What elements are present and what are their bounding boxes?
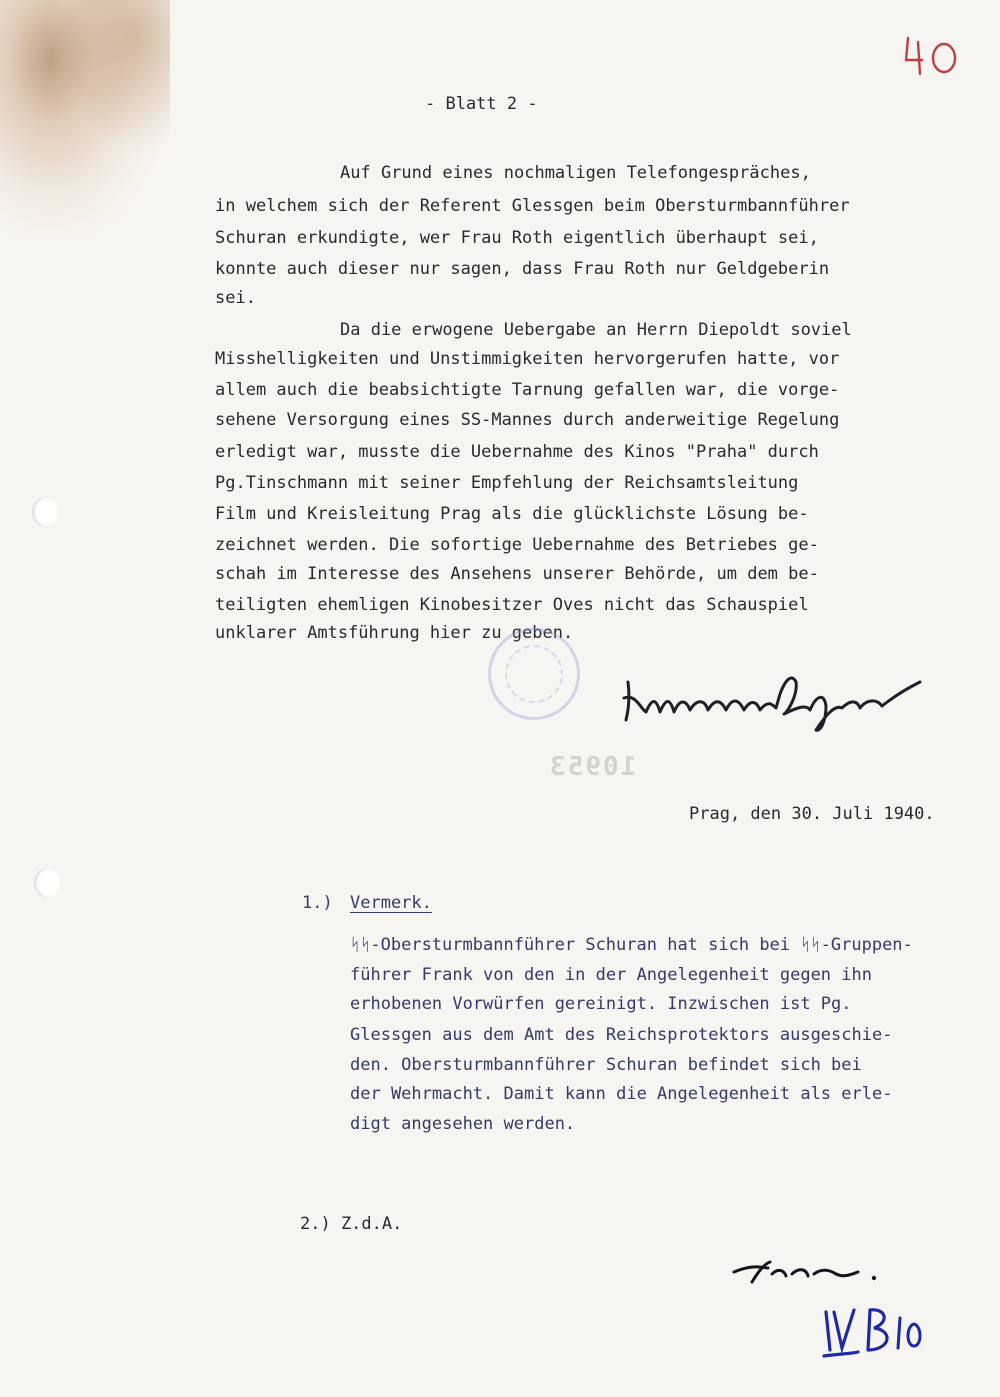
body-line: konnte auch dieser nur sagen, dass Frau Roth nur Geldgeberin [215, 259, 830, 279]
body-line: Auf Grund eines nochmaligen Telefongespräches, [340, 163, 811, 183]
note-line: führer Frank von den in der Angelegenheit gegen ihn [350, 965, 872, 985]
body-line: teiligten ehemligen Kinobesitzer Oves nicht das Schauspiel [215, 595, 809, 615]
body-line: Schuran erkundigte, wer Frau Roth eigentlich überhaupt sei, [215, 228, 819, 248]
sheet-label: - Blatt 2 - [425, 94, 538, 114]
rust-stain [0, 0, 170, 240]
note-title: Vermerk. [350, 893, 432, 913]
note-line: der Wehrmacht. Damit kann die Angelegenheit als erle- [350, 1084, 893, 1104]
note-line: Glessgen aus dem Amt des Reichsprotektors ausgeschie- [350, 1025, 893, 1045]
note-line: digt angesehen werden. [350, 1114, 576, 1134]
body-line: sei. [215, 288, 256, 308]
body-line: zeichnet werden. Die sofortige Uebernahme des Betriebes ge- [215, 535, 819, 555]
dateline: Prag, den 30. Juli 1940. [689, 804, 935, 824]
note-item-zda: 2.) Z.d.A. [300, 1214, 403, 1234]
note-line: den. Obersturmbannführer Schuran befindet sich bei [350, 1055, 862, 1075]
body-line: erledigt war, musste die Uebernahme des Kinos "Praha" durch [215, 442, 819, 462]
body-line: sehene Versorgung eines SS-Mannes durch anderweitige Regelung [215, 410, 840, 430]
body-line: Da die erwogene Uebergabe an Herrn Diepoldt soviel [340, 320, 852, 340]
body-line: unklarer Amtsführung hier zu geben. [215, 623, 574, 643]
handwritten-signature [620, 668, 940, 738]
handwritten-paraph [728, 1252, 888, 1292]
punch-hole-top [32, 497, 58, 527]
note-item-number: 1.) [302, 893, 333, 913]
body-line: Film und Kreisleitung Prag als die glücklichste Lösung be- [215, 504, 809, 524]
handwritten-mark [820, 1302, 930, 1362]
body-line: in welchem sich der Referent Glessgen beim Obersturmbannführer [215, 196, 850, 216]
body-line: schah im Interesse des Ansehens unserer Behörde, um dem be- [215, 564, 819, 584]
handwritten-page-number [902, 34, 962, 76]
office-stamp [488, 628, 580, 720]
stamp-number: 10953 [548, 752, 637, 782]
punch-hole-bottom [34, 868, 60, 898]
note-line: erhobenen Vorwürfen gereinigt. Inzwischen ist Pg. [350, 994, 852, 1014]
body-line: allem auch die beabsichtigte Tarnung gefallen war, die vorge- [215, 380, 840, 400]
note-line: ᛋᛋ-Obersturmbannführer Schuran hat sich bei ᛋᛋ-Gruppen- [350, 935, 913, 955]
body-line: Misshelligkeiten und Unstimmigkeiten hervorgerufen hatte, vor [215, 349, 840, 369]
body-line: Pg.Tinschmann mit seiner Empfehlung der Reichsamtsleitung [215, 473, 799, 493]
